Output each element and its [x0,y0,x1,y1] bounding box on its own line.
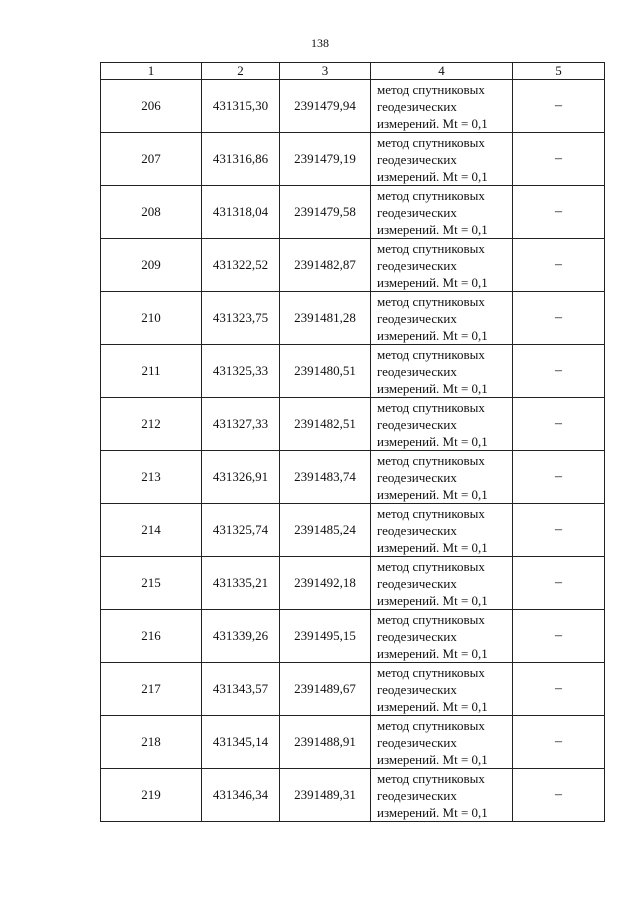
method-line: метод спутниковых [377,399,485,415]
method-cell [371,769,513,822]
method-line: геодезических [377,98,457,114]
point-number-cell: 211 [101,345,202,398]
method-line: метод спутниковых [377,187,485,203]
method-line: метод спутниковых [377,346,485,362]
method-line: метод спутниковых [377,134,485,150]
point-number-cell: 208 [101,186,202,239]
point-number-cell: 219 [101,769,202,822]
y-coordinate-cell: 2391482,51 [280,398,371,451]
point-number-cell: 214 [101,504,202,557]
column-header-1: 1 [101,63,202,80]
method-line: измерений. Mt = 0,1 [377,698,488,714]
method-line: метод спутниковых [377,717,485,733]
x-coordinate-cell: 431345,14 [202,716,280,769]
y-coordinate-cell: 2391488,91 [280,716,371,769]
method-cell [371,80,513,133]
table-header-row [101,63,605,80]
x-coordinate-cell: 431346,34 [202,769,280,822]
method-cell [371,716,513,769]
method-cell [371,186,513,239]
method-line: измерений. Mt = 0,1 [377,486,488,502]
point-number-cell: 207 [101,133,202,186]
coordinates-table [100,62,605,822]
table-row [101,186,605,239]
y-coordinate-cell: 2391483,74 [280,451,371,504]
point-number-cell: 209 [101,239,202,292]
column-header-3: 3 [280,63,371,80]
method-line: геодезических [377,681,457,697]
note-cell: – [513,186,605,239]
method-line: метод спутниковых [377,81,485,97]
method-cell [371,345,513,398]
method-line: метод спутниковых [377,558,485,574]
method-line: геодезических [377,469,457,485]
method-line: метод спутниковых [377,664,485,680]
x-coordinate-cell: 431326,91 [202,451,280,504]
x-coordinate-cell: 431315,30 [202,80,280,133]
method-line: геодезических [377,204,457,220]
column-header-2: 2 [202,63,280,80]
method-line: метод спутниковых [377,505,485,521]
method-line: измерений. Mt = 0,1 [377,592,488,608]
method-line: измерений. Mt = 0,1 [377,274,488,290]
method-line: метод спутниковых [377,293,485,309]
method-line: геодезических [377,257,457,273]
method-line: геодезических [377,734,457,750]
method-line: геодезических [377,628,457,644]
note-cell: – [513,80,605,133]
y-coordinate-cell: 2391479,58 [280,186,371,239]
method-line: измерений. Mt = 0,1 [377,539,488,555]
y-coordinate-cell: 2391495,15 [280,610,371,663]
method-cell [371,398,513,451]
x-coordinate-cell: 431318,04 [202,186,280,239]
method-line: геодезических [377,310,457,326]
point-number-cell: 213 [101,451,202,504]
note-cell: – [513,557,605,610]
method-line: геодезических [377,575,457,591]
method-line: метод спутниковых [377,770,485,786]
note-cell: – [513,239,605,292]
table-row [101,292,605,345]
note-cell: – [513,133,605,186]
table-row [101,133,605,186]
y-coordinate-cell: 2391479,94 [280,80,371,133]
point-number-cell: 206 [101,80,202,133]
note-cell: – [513,345,605,398]
x-coordinate-cell: 431339,26 [202,610,280,663]
method-line: метод спутниковых [377,452,485,468]
method-cell [371,610,513,663]
method-line: метод спутниковых [377,611,485,627]
table-row [101,398,605,451]
method-cell [371,239,513,292]
x-coordinate-cell: 431343,57 [202,663,280,716]
method-line: измерений. Mt = 0,1 [377,433,488,449]
method-line: измерений. Mt = 0,1 [377,168,488,184]
table-row [101,716,605,769]
column-header-4: 4 [371,63,513,80]
x-coordinate-cell: 431335,21 [202,557,280,610]
table-row [101,451,605,504]
point-number-cell: 218 [101,716,202,769]
note-cell: – [513,398,605,451]
method-cell [371,504,513,557]
table-row [101,769,605,822]
method-line: геодезических [377,416,457,432]
note-cell: – [513,504,605,557]
x-coordinate-cell: 431325,33 [202,345,280,398]
y-coordinate-cell: 2391479,19 [280,133,371,186]
method-cell [371,663,513,716]
method-line: метод спутниковых [377,240,485,256]
note-cell: – [513,716,605,769]
table-row [101,504,605,557]
table-row [101,557,605,610]
method-line: геодезических [377,522,457,538]
y-coordinate-cell: 2391489,31 [280,769,371,822]
method-line: геодезических [377,363,457,379]
point-number-cell: 217 [101,663,202,716]
y-coordinate-cell: 2391482,87 [280,239,371,292]
method-line: измерений. Mt = 0,1 [377,327,488,343]
y-coordinate-cell: 2391480,51 [280,345,371,398]
point-number-cell: 216 [101,610,202,663]
page-number: 138 [311,36,329,50]
method-line: измерений. Mt = 0,1 [377,645,488,661]
y-coordinate-cell: 2391492,18 [280,557,371,610]
x-coordinate-cell: 431323,75 [202,292,280,345]
method-cell [371,451,513,504]
table-row [101,663,605,716]
y-coordinate-cell: 2391485,24 [280,504,371,557]
column-header-5: 5 [513,63,605,80]
note-cell: – [513,451,605,504]
x-coordinate-cell: 431327,33 [202,398,280,451]
note-cell: – [513,610,605,663]
y-coordinate-cell: 2391481,28 [280,292,371,345]
table-body [101,80,605,822]
method-cell [371,292,513,345]
table-row [101,610,605,663]
method-line: измерений. Mt = 0,1 [377,380,488,396]
note-cell: – [513,769,605,822]
method-line: измерений. Mt = 0,1 [377,221,488,237]
method-line: геодезических [377,151,457,167]
point-number-cell: 212 [101,398,202,451]
x-coordinate-cell: 431325,74 [202,504,280,557]
point-number-cell: 215 [101,557,202,610]
note-cell: – [513,292,605,345]
note-cell: – [513,663,605,716]
method-line: измерений. Mt = 0,1 [377,751,488,767]
method-cell [371,133,513,186]
method-line: геодезических [377,787,457,803]
y-coordinate-cell: 2391489,67 [280,663,371,716]
method-line: измерений. Mt = 0,1 [377,115,488,131]
table-row [101,345,605,398]
x-coordinate-cell: 431322,52 [202,239,280,292]
table-row [101,80,605,133]
x-coordinate-cell: 431316,86 [202,133,280,186]
table-row [101,239,605,292]
method-line: измерений. Mt = 0,1 [377,804,488,820]
method-cell [371,557,513,610]
point-number-cell: 210 [101,292,202,345]
